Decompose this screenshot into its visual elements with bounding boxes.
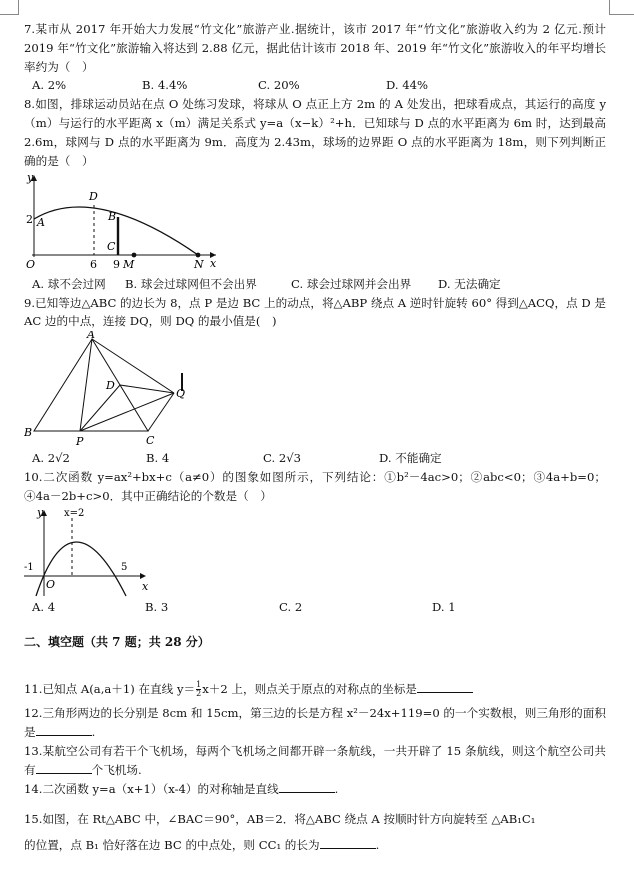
section-2-title: 二、填空题（共 7 题；共 28 分）: [24, 634, 210, 649]
question-9-figure: [24, 331, 606, 449]
q15-end: .: [375, 838, 380, 853]
label-a: A: [37, 215, 45, 229]
q12-text: 12.三角形两边的长分别是 8cm 和 15cm，第三边的长是方程 x²－24x+119=0 的一个实数根，则三角形的面积是: [24, 706, 606, 740]
q8-option-b[interactable]: B. 球会过球网但不会出界: [125, 276, 257, 291]
q13-text-1: 13.某航空公司有若干个飞机场，每两个飞机场之间都开辟一条航线，一共开辟了 15 条航线，则这个航空公司共有: [24, 743, 606, 777]
q7-option-a[interactable]: A. 2%: [32, 78, 67, 93]
q10-option-c[interactable]: C. 2: [279, 599, 303, 614]
segment-ap: [80, 339, 92, 431]
question-10-options: [24, 598, 606, 617]
question-8-figure: [24, 171, 606, 275]
crop-mark-right: [609, 0, 634, 15]
x-axis-arrow: [140, 573, 146, 579]
label-a: A: [87, 331, 95, 342]
label-q: Q: [176, 387, 186, 401]
label-5: 5: [121, 561, 128, 573]
q15-answer-blank[interactable]: [320, 836, 376, 849]
q7-option-c[interactable]: C. 20%: [258, 78, 300, 93]
question-15: [24, 806, 606, 858]
q15-text-2: 的位置，点 B₁ 恰好落在边 BC 的中点处，则 CC₁ 的长为: [24, 838, 320, 853]
equilateral-triangle-figure: [24, 331, 214, 449]
label-6: 6: [90, 257, 97, 271]
label-2: 2: [26, 212, 33, 226]
q11-text-post: x＋2 上，则点关于原点的对称点的坐标是: [202, 681, 417, 696]
parabola-graph: [24, 506, 154, 598]
question-11: [24, 680, 606, 699]
label-x-eq-2: x=2: [64, 507, 85, 519]
label-x: x: [142, 579, 149, 593]
q9-option-c[interactable]: C. 2√3: [263, 451, 301, 466]
q11-fraction-denominator: 2: [196, 689, 202, 699]
q13-text-2: 个飞机场.: [91, 762, 142, 777]
q7-option-b[interactable]: B. 4.4%: [142, 78, 188, 93]
question-13: [24, 742, 606, 780]
question-7-options: [24, 76, 606, 95]
label-c: C: [107, 239, 116, 253]
q9-option-d[interactable]: D. 不能确定: [379, 451, 442, 466]
crop-mark-left: [0, 0, 19, 15]
label-y: y: [27, 170, 34, 184]
question-10-figure: [24, 506, 606, 598]
question-7-text: 7.某市从 2017 年开始大力发展“竹文化”旅游产业.据统计，该市 2017 年“竹文化”旅游收入约为 2 亿元.预计 2019 年“竹文化”旅游输入将达到 2.88 亿元，据此估计该市 2018 年、2019 年“竹文化”旅游收入的年平均增长率约为（ ）: [24, 22, 606, 74]
question-12: [24, 704, 606, 742]
point-n: [196, 252, 201, 257]
label-c: C: [146, 434, 155, 448]
q11-answer-blank[interactable]: [417, 680, 473, 693]
label-b: B: [108, 209, 117, 223]
label-n: N: [194, 257, 204, 271]
label-m: M: [123, 257, 135, 271]
q12-end: .: [91, 725, 96, 740]
segment-aq: [92, 339, 174, 393]
question-9-options: [24, 449, 606, 468]
q14-answer-blank[interactable]: [279, 780, 335, 793]
triangle-abc: [34, 339, 148, 431]
q10-option-d[interactable]: D. 1: [432, 599, 456, 614]
label-d: D: [89, 189, 98, 203]
document-content: [24, 20, 606, 858]
q12-answer-blank[interactable]: [36, 723, 92, 736]
label-9: 9: [113, 257, 120, 271]
label-b: B: [24, 426, 33, 440]
label-x: x: [210, 256, 217, 270]
q10-option-b[interactable]: B. 3: [145, 599, 169, 614]
q11-text-pre: 11.已知点 A(a,a＋1) 在直线 y＝: [24, 681, 196, 696]
question-8-options: [24, 275, 606, 294]
label-p: P: [76, 435, 84, 449]
q15-text-1: 15.如图，在 Rt△ABC 中，∠BAC＝90°，AB＝2．将△ABC 绕点 A 按顺时针方向旋转至 △AB₁C₁: [24, 812, 536, 827]
question-9-text: 9.已知等边△ABC 的边长为 8，点 P 是边 BC 上的动点，将△ABP 绕点 A 逆时针旋转 60° 得到△ACQ，点 D 是 AC 边的中点，连接 DQ，则 DQ 的最小值是( ): [24, 295, 606, 329]
volleyball-trajectory-graph: [24, 171, 224, 275]
label-o: O: [46, 577, 56, 591]
q14-text: 14.二次函数 y=a（x+1）（x-4）的对称轴是直线: [24, 781, 279, 796]
question-8-text: 8.如图，排球运动员站在点 O 处练习发球，将球从 O 点正上方 2m 的 A 处发出，把球看成点，其运行的高度 y（m）与运行的水平距离 x（m）满足关系式 y=a（x−k）²+h．已知球与 D 点的水平距离为 6m 时，达到最高 2.6m，球网与 D 点的水平距离为 9m．高度为 2.43m，球场的边界距 O 点的水平距离为 18m，则下列判断正确的是（ ）: [24, 97, 606, 168]
segment-dq: [120, 385, 174, 393]
label-y: y: [37, 505, 44, 519]
label-o: O: [26, 257, 36, 271]
q11-fraction-numerator: 1: [196, 680, 202, 690]
q14-end: .: [334, 781, 339, 796]
question-14: [24, 780, 606, 799]
q9-option-b[interactable]: B. 4: [146, 451, 170, 466]
q10-option-a[interactable]: A. 4: [32, 599, 56, 614]
point-m: [132, 252, 137, 257]
segment-pq: [80, 393, 174, 431]
q13-answer-blank[interactable]: [36, 761, 92, 774]
q8-option-d[interactable]: D. 无法确定: [438, 276, 501, 291]
label-minus-1: -1: [24, 561, 34, 573]
q9-option-a[interactable]: A. 2√2: [32, 451, 70, 466]
q8-option-c[interactable]: C. 球会过球网并会出界: [291, 276, 412, 291]
question-10-text: 10.二次函数 y=ax²+bx+c（a≠0）的图象如图所示，下列结论：①b²－4ac>0；②abc<0；③4a+b=0；④4a－2b+c>0．其中正确结论的个数是（ ）: [24, 470, 606, 503]
label-d: D: [106, 379, 115, 393]
q11-fraction: [196, 681, 201, 698]
q7-option-d[interactable]: D. 44%: [386, 78, 429, 93]
q8-option-a[interactable]: A. 球不会过网: [32, 276, 106, 291]
